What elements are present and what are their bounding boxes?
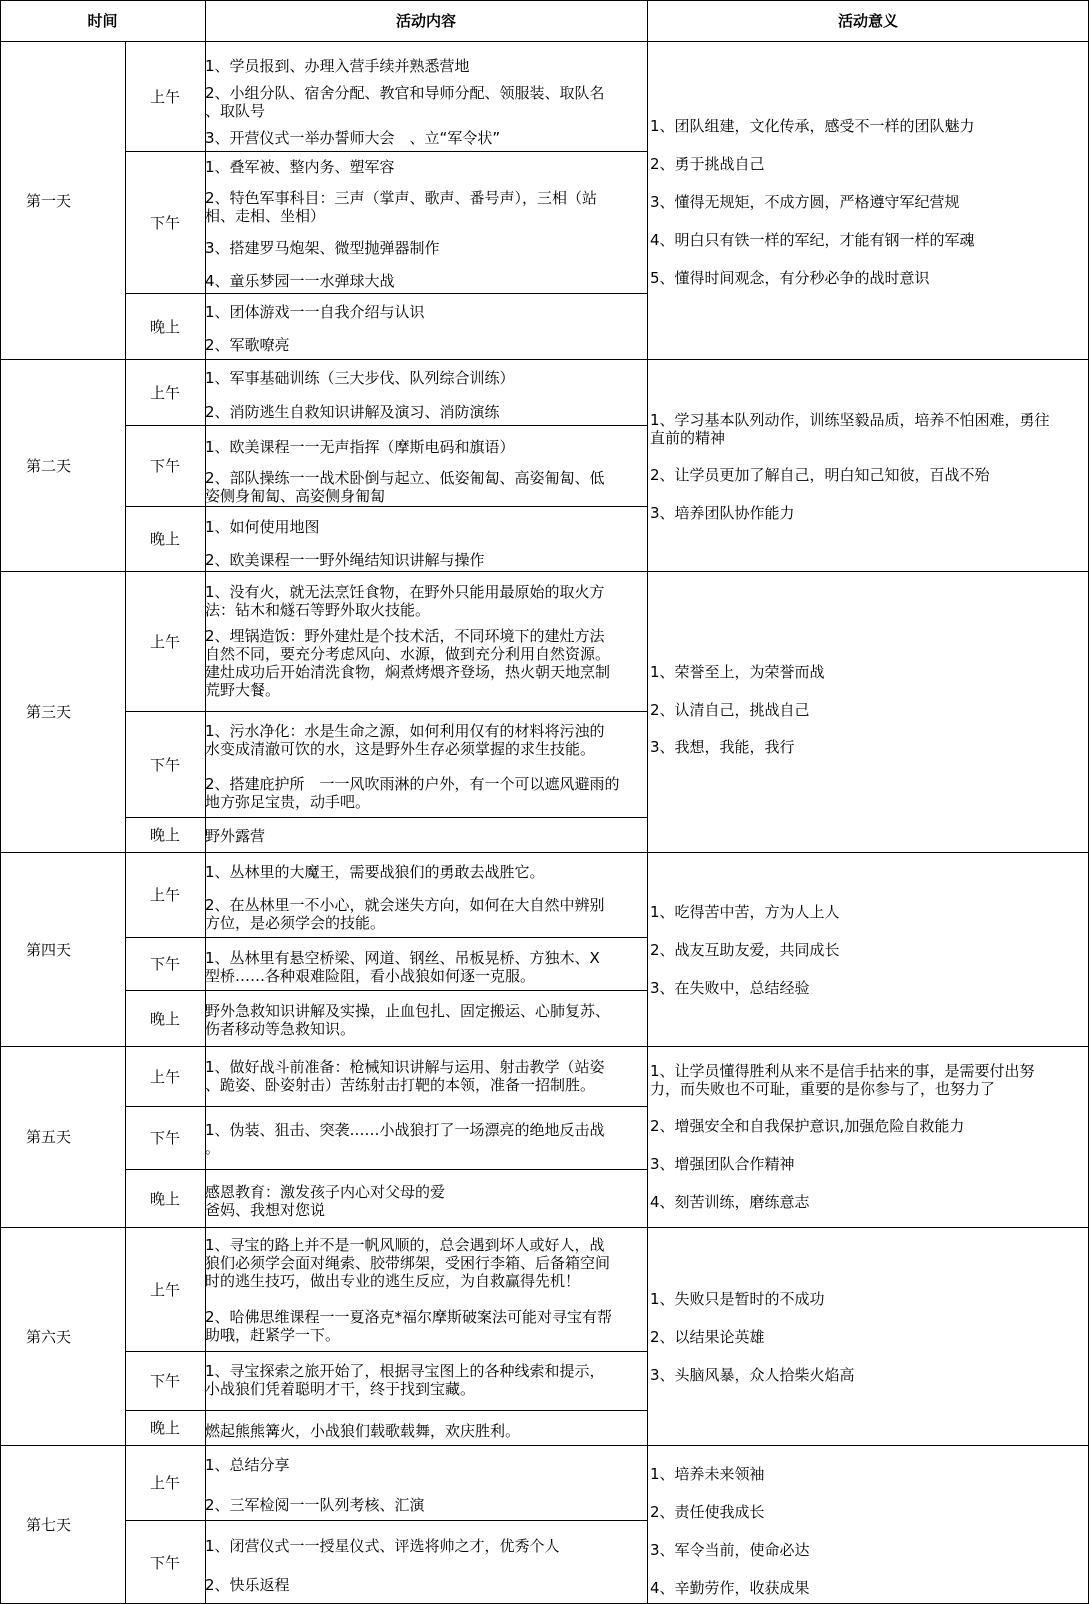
period-label: 上午 xyxy=(149,632,180,651)
activity-item: 4、童乐梦园一一水弹球大战 xyxy=(205,272,395,290)
activity-item: 1、叠军被、整内务、塑军容 xyxy=(205,158,395,176)
activity-item: 1、丛林里的大魔王，需要战狼们的勇敢去战胜它。 xyxy=(205,863,545,881)
period-label: 上午 xyxy=(149,1067,180,1086)
activity-item: 、取队号 xyxy=(205,102,266,120)
meaning-item: 4、明白只有铁一样的军纪，才能有钢一样的军魂 xyxy=(650,231,975,249)
activity-item: 1、学员报到、办理入营手续并熟悉营地 xyxy=(205,57,470,75)
day-label: 第三天 xyxy=(25,703,71,721)
activity-item: 感恩教育：激发孩子内心对父母的爱 xyxy=(205,1183,446,1201)
meaning-item: 3、头脑风暴，众人拾柴火焰高 xyxy=(650,1366,855,1384)
activity-item: 狼们必须学会面对绳索、胶带绑架，受困行李箱、后备箱空间 xyxy=(205,1254,611,1272)
period-label: 上午 xyxy=(149,886,180,904)
period-label: 晚上 xyxy=(149,1419,180,1437)
activity-item: 1、军事基础训练（三大步伐、队列综合训练） xyxy=(205,369,515,387)
activity-item: 2、军歌嘹亮 xyxy=(205,336,290,354)
period-label: 晚上 xyxy=(149,1009,180,1028)
activity-item: 野外露营 xyxy=(205,827,266,845)
activity-item: 2、三军检阅一一队列考核、汇演 xyxy=(205,1496,425,1514)
period-label: 上午 xyxy=(149,87,180,106)
activity-item: 1、总结分享 xyxy=(205,1456,290,1474)
period-label: 下午 xyxy=(149,213,180,232)
day-label: 第二天 xyxy=(25,456,71,475)
activity-item: 1、如何使用地图 xyxy=(205,518,320,536)
period-label: 晚上 xyxy=(149,1189,180,1208)
day-label: 第四天 xyxy=(25,940,71,959)
meaning-item: 3、培养团队协作能力 xyxy=(650,504,795,522)
activity-item: 1、闭营仪式一一授星仪式、评选将帅之才，优秀个人 xyxy=(205,1537,560,1555)
activity-item: 2、消防逃生自救知识讲解及演习、消防演练 xyxy=(205,403,500,421)
meaning-item: 2、认清自己，挑战自己 xyxy=(650,701,810,719)
activity-item: 。 xyxy=(205,1139,221,1157)
activity-item: 2、在丛林里一不小心，就会迷失方向，如何在大自然中辨别 xyxy=(205,896,605,914)
activity-item: 自然不同，要充分考虑风向、水源，做到充分利用自然资源。 xyxy=(205,645,611,663)
period-label: 晚上 xyxy=(149,826,180,844)
meaning-item: 2、战友互助友爱，共同成长 xyxy=(650,941,840,959)
activity-item: 3、搭建罗马炮架、微型抛弹器制作 xyxy=(205,239,440,257)
meaning-item: 2、勇于挑战自己 xyxy=(650,155,765,173)
header-time: 时间 xyxy=(87,12,118,30)
activity-item: 2、特色军事科目：三声（掌声、歌声、番号声），三相（站 xyxy=(205,189,598,207)
activity-item: 建灶成功后开始清洗食物，焖煮烤煨齐登场，热火朝天地烹制 xyxy=(205,663,611,681)
meaning-item: 1、吃得苦中苦，方为人上人 xyxy=(650,903,840,921)
meaning-item: 1、让学员懂得胜利从来不是信手拈来的事，是需要付出努 xyxy=(650,1062,1035,1080)
activity-item: 2、哈佛思维课程一一夏洛克*福尔摩斯破案法可能对寻宝有帮 xyxy=(205,1308,613,1326)
activity-item: 2、快乐返程 xyxy=(205,1576,290,1594)
period-label: 上午 xyxy=(149,1280,180,1299)
activity-item: 1、团体游戏一一自我介绍与认识 xyxy=(205,303,425,321)
activity-item: 2、搭建庇护所 一一风吹雨淋的户外，有一个可以遮风避雨的 xyxy=(205,775,620,793)
activity-item: 小战狼们凭着聪明才干，终于找到宝藏。 xyxy=(205,1380,476,1398)
meaning-item: 3、懂得无规矩，不成方圆，严格遵守军纪营规 xyxy=(650,193,960,211)
header-content: 活动内容 xyxy=(395,12,456,30)
period-label: 下午 xyxy=(149,955,180,973)
activity-item: 2、埋锅造饭：野外建灶是个技术活，不同环境下的建灶方法 xyxy=(205,627,605,645)
activity-item: 燃起熊熊篝火，小战狼们载歌载舞，欢庆胜利。 xyxy=(205,1422,521,1440)
activity-item: 荒野大餐。 xyxy=(205,681,281,699)
activity-item: 1、做好战斗前准备：枪械知识讲解与运用、射击教学（站姿 xyxy=(205,1058,605,1076)
table-border-top xyxy=(0,0,1089,1)
meaning-item: 2、以结果论英雄 xyxy=(650,1328,765,1346)
activity-item: 伤者移动等急救知识。 xyxy=(205,1020,356,1038)
activity-item: 助哦，赶紧学一下。 xyxy=(205,1326,341,1344)
activity-item: 2、小组分队、宿舍分配、教官和导师分配、领服装、取队名 xyxy=(205,84,605,102)
activity-item: 水变成清澈可饮的水，这是野外生存必须掌握的求生技能。 xyxy=(205,740,596,758)
meaning-item: 2、让学员更加了解自己，明白知己知彼，百战不殆 xyxy=(650,466,990,484)
activity-item: 1、寻宝的路上并不是一帆风顺的，总会遇到坏人或好人，战 xyxy=(205,1236,605,1254)
header-meaning: 活动意义 xyxy=(837,12,898,30)
column-separator xyxy=(647,0,648,1604)
period-label: 下午 xyxy=(149,1129,180,1147)
period-label: 上午 xyxy=(149,1474,180,1492)
activity-item: 法：钻木和燧石等野外取火技能。 xyxy=(205,601,431,619)
meaning-item: 直前的精神 xyxy=(650,429,726,447)
meaning-item: 3、在失败中，总结经验 xyxy=(650,979,810,997)
activity-item: 2、欧美课程一一野外绳结知识讲解与操作 xyxy=(205,551,485,569)
meaning-item: 3、我想，我能，我行 xyxy=(650,738,795,756)
period-label: 下午 xyxy=(149,457,180,475)
activity-item: 1、伪装、狙击、突袭……小战狼打了一场漂亮的绝地反击战 xyxy=(205,1121,605,1139)
meaning-item: 1、荣誉至上，为荣誉而战 xyxy=(650,663,825,681)
activity-item: 相、走相、坐相） xyxy=(205,207,326,225)
meaning-item: 1、团队组建，文化传承，感受不一样的团队魅力 xyxy=(650,117,975,135)
activity-item: 1、没有火，就无法烹饪食物，在野外只能用最原始的取火方 xyxy=(205,583,605,601)
day-label: 第六天 xyxy=(25,1327,71,1346)
meaning-item: 2、责任使我成长 xyxy=(650,1503,765,1521)
activity-item: 、跪姿、卧姿射击）苦练射击打靶的本领，准备一招制胜。 xyxy=(205,1076,596,1094)
meaning-item: 1、培养未来领袖 xyxy=(650,1465,765,1483)
meaning-item: 4、辛勤劳作，收获成果 xyxy=(650,1579,810,1597)
meaning-item: 力，而失败也不可耻，重要的是你参与了，也努力了 xyxy=(650,1080,996,1098)
meaning-item: 2、增强安全和自我保护意识,加强危险自救能力 xyxy=(650,1117,965,1135)
meaning-item: 5、懂得时间观念，有分秒必争的战时意识 xyxy=(650,269,930,287)
activity-item: 姿侧身匍匐、高姿侧身匍匐 xyxy=(205,487,386,505)
period-label: 下午 xyxy=(149,1372,180,1390)
period-label: 下午 xyxy=(149,1553,180,1572)
activity-item: 地方弥足宝贵，动手吧。 xyxy=(205,793,371,811)
meaning-item: 1、学习基本队列动作，训练坚毅品质，培养不怕困难，勇往 xyxy=(650,411,1050,429)
activity-item: 1、污水净化：水是生命之源，如何利用仅有的材料将污浊的 xyxy=(205,722,605,740)
period-label: 上午 xyxy=(149,383,180,402)
day-label: 第五天 xyxy=(25,1128,71,1146)
activity-item: 3、开营仪式一举办誓师大会 、立“军令状” xyxy=(205,129,501,147)
activity-item: 1、欧美课程一一无声指挥（摩斯电码和旗语） xyxy=(205,438,515,456)
activity-item: 1、丛林里有悬空桥梁、网道、钢丝、吊板晃桥、方独木、X xyxy=(205,949,600,967)
day-label: 第一天 xyxy=(25,191,71,210)
activity-item: 野外急救知识讲解及实操，止血包扎、固定搬运、心肺复苏、 xyxy=(205,1002,611,1020)
period-label: 晚上 xyxy=(149,317,180,336)
meaning-item: 1、失败只是暂时的不成功 xyxy=(650,1290,825,1308)
period-label: 下午 xyxy=(149,755,180,774)
activity-item: 时的逃生技巧，做出专业的逃生反应，为自救赢得先机！ xyxy=(205,1272,581,1290)
day-label: 第七天 xyxy=(25,1516,71,1534)
activity-item: 2、部队操练一一战术卧倒与起立、低姿匍匐、高姿匍匐、低 xyxy=(205,469,605,487)
meaning-item: 3、增强团队合作精神 xyxy=(650,1155,795,1173)
period-label: 晚上 xyxy=(149,530,180,548)
meaning-item: 4、刻苦训练，磨练意志 xyxy=(650,1193,810,1211)
activity-item: 型桥……各种艰难险阻，看小战狼如何逐一克服。 xyxy=(205,967,536,985)
meaning-item: 3、军令当前，使命必达 xyxy=(650,1541,810,1559)
activity-item: 方位，是必须学会的技能。 xyxy=(205,914,386,932)
activity-item: 1、寻宝探索之旅开始了，根据寻宝图上的各种线索和提示， xyxy=(205,1362,605,1380)
activity-item: 爸妈、我想对您说 xyxy=(205,1201,326,1219)
